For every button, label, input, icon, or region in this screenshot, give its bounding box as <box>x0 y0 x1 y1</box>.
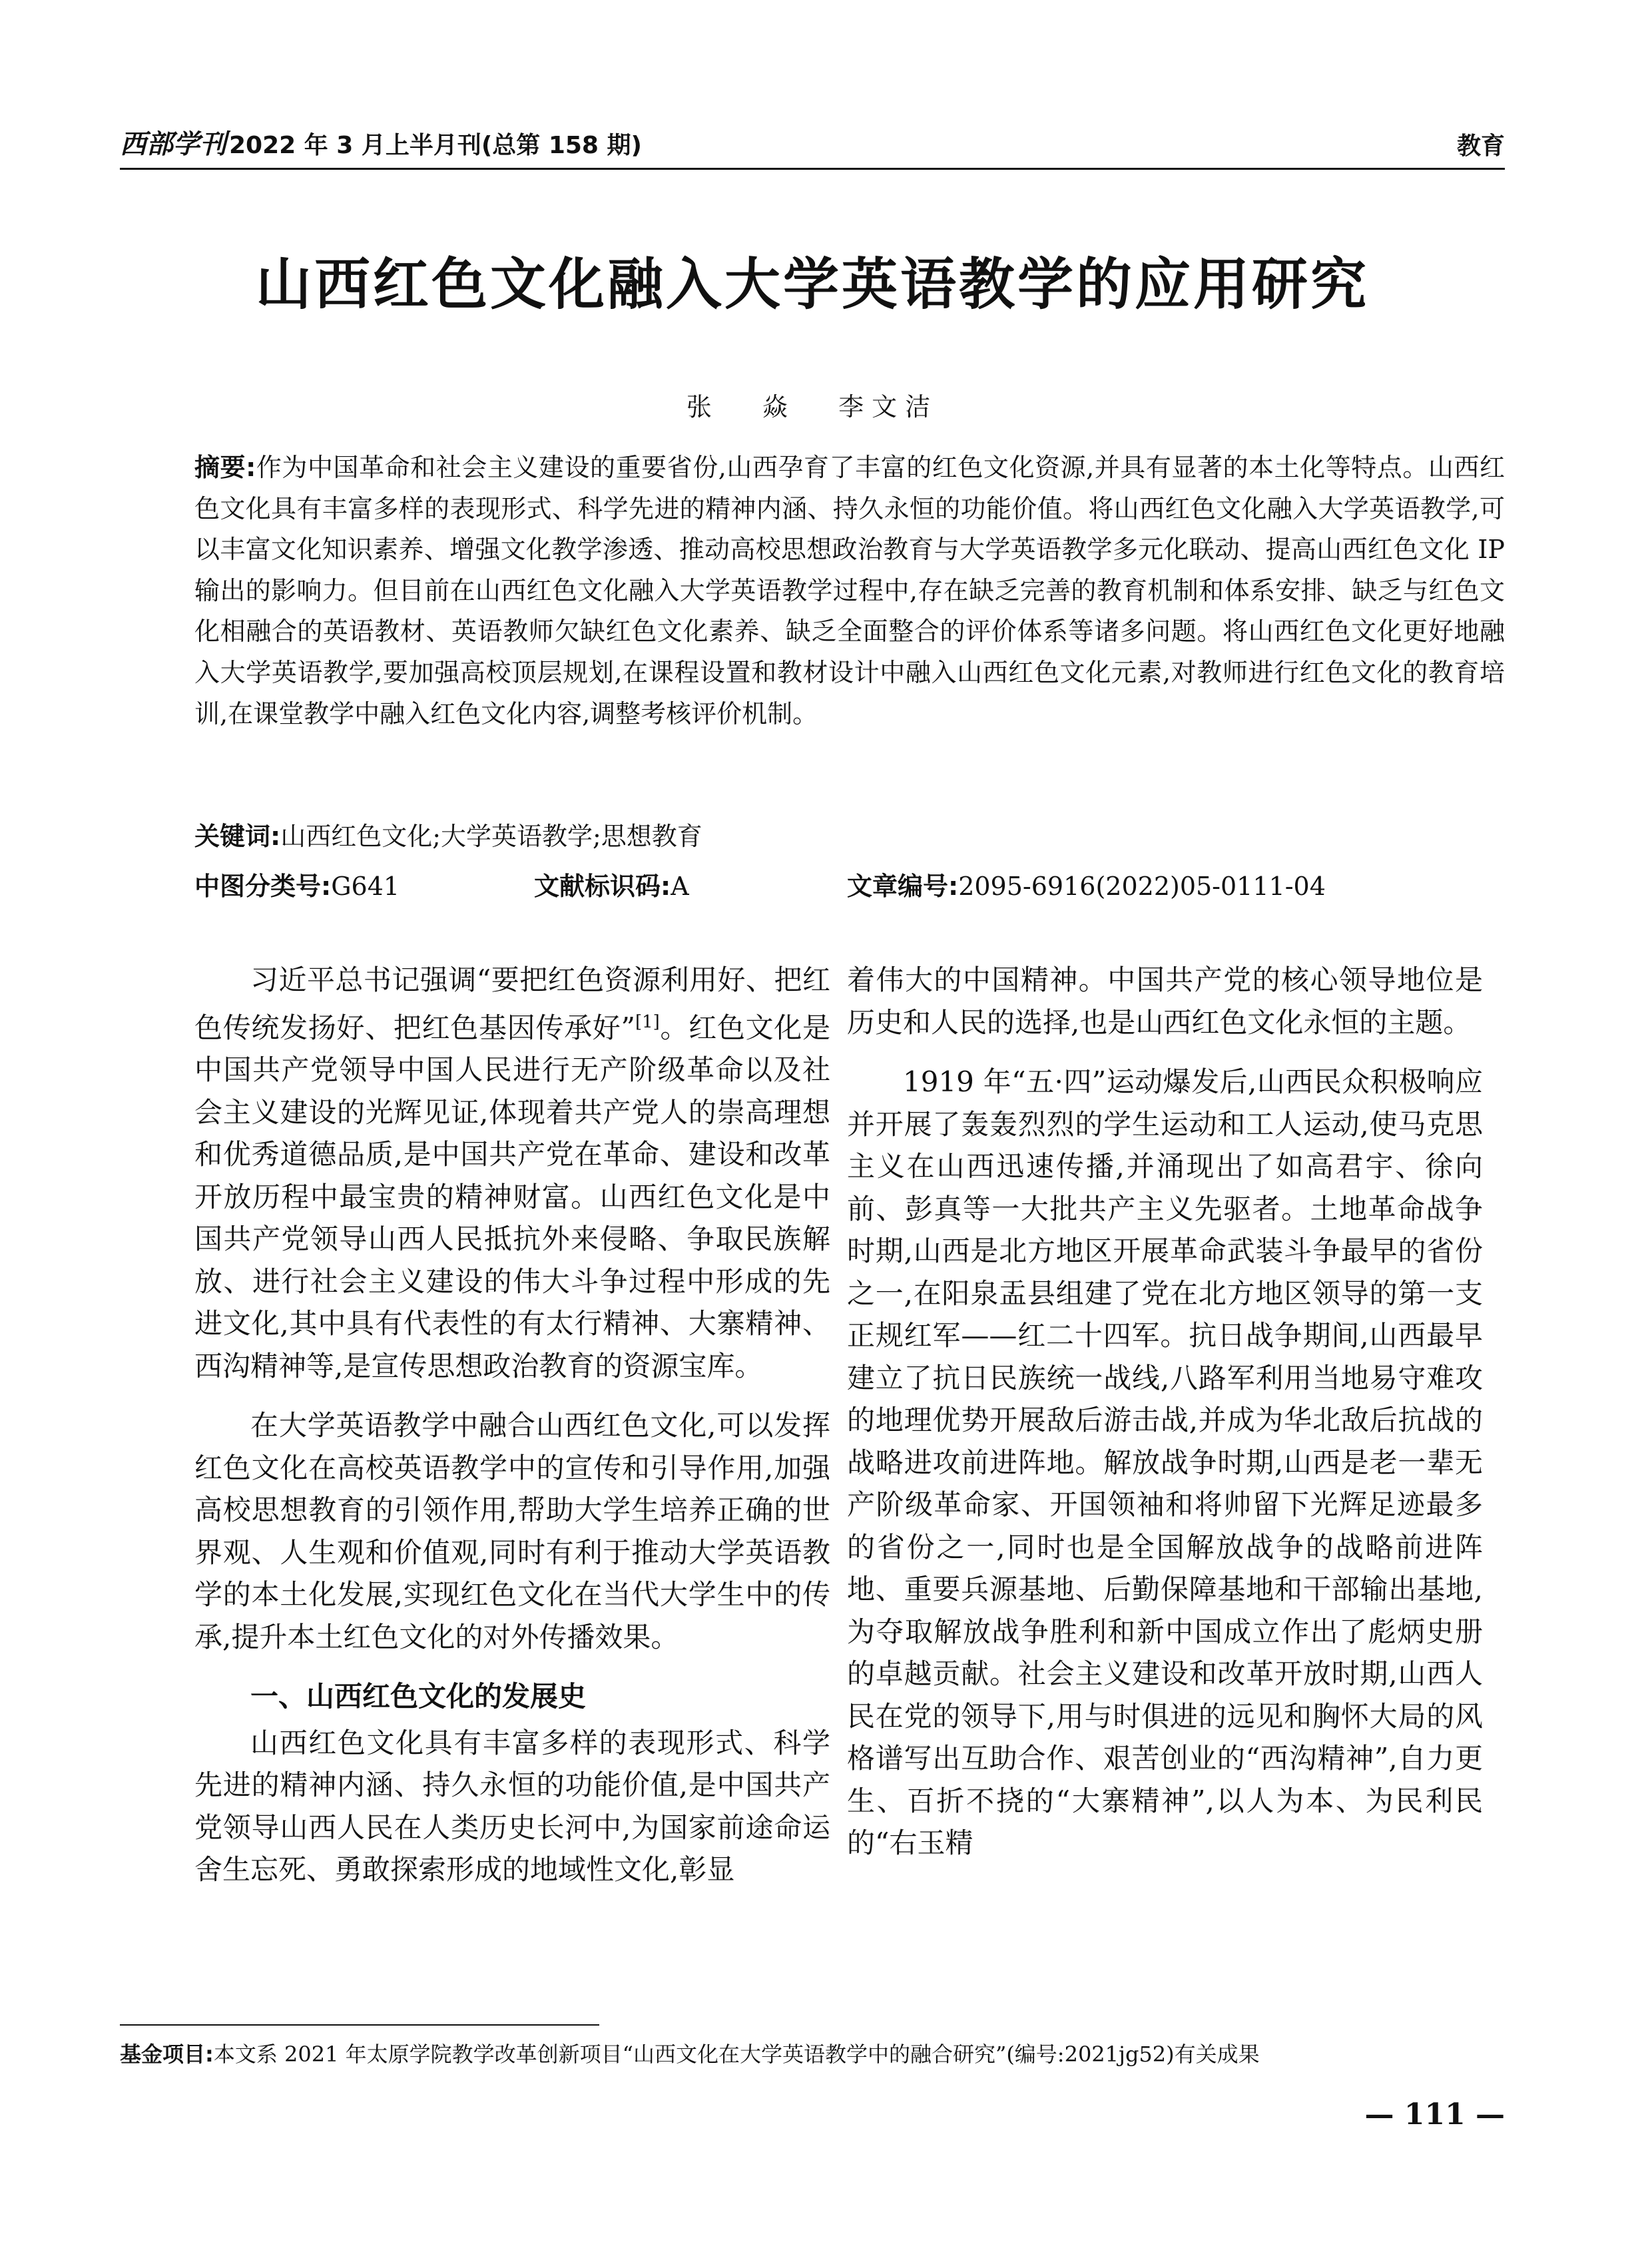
article-authors: 张 焱 李文洁 <box>686 392 939 421</box>
keywords-text: 山西红色文化;大学英语教学;思想教育 <box>280 822 702 851</box>
journal-logo: 西部学刊 <box>120 129 226 160</box>
doc-value: A <box>671 872 689 901</box>
citation-marker: [1] <box>635 1011 660 1032</box>
clc-label: 中图分类号: <box>194 872 332 901</box>
doc-label: 文献标识码: <box>534 872 671 901</box>
body-paragraph: 山西红色文化具有丰富多样的表现形式、科学先进的精神内涵、持久永恒的功能价值,是中国共产党领导山西人民在人类历史长河中,为国家前途命运舍生忘死、勇敢探索形成的地域性文化,彰显 <box>194 1726 830 1886</box>
section-heading: 一、山西红色文化的发展史 <box>250 1680 587 1713</box>
funding-text: 本文系 2021 年太原学院教学改革创新项目“山西文化在大学英语教学中的融合研究”(编号:2021jg52)有关成果 <box>213 2042 1260 2067</box>
clc-number <box>194 866 534 902</box>
keywords-label: 关键词: <box>194 822 281 851</box>
keywords <box>194 816 702 852</box>
funding-note <box>120 2038 1505 2068</box>
body-column-right <box>847 959 1483 1882</box>
body-paragraph-continued: 着伟大的中国精神。中国共产党的核心领导地位是历史和人民的选择,也是山西红色文化永恒的主题。 <box>847 964 1483 1039</box>
issue-info: 2022 年 3 月上半月刊(总第 158 期) <box>229 132 642 159</box>
section-name: 教育 <box>1456 133 1505 160</box>
funding-label: 基金项目: <box>120 2042 214 2067</box>
article-title: 山西红色文化融入大学英语教学的应用研究 <box>255 252 1369 317</box>
paragraph-text: 习近平总书记强调“要把红色资源利用好、把红色传统发扬好、把红色基因传承好” <box>194 964 830 1044</box>
article-number-label: 文章编号: <box>847 872 959 901</box>
page-number: — 111 — <box>1364 2098 1505 2131</box>
article-number <box>847 866 1326 902</box>
document-code <box>534 866 847 902</box>
body-paragraph <box>194 959 830 1387</box>
footnote-divider <box>120 2024 599 2026</box>
abstract-text: 作为中国革命和社会主义建设的重要省份,山西孕育了丰富的红色文化资源,并具有显著的本土化等特点。山西红色文化具有丰富多样的表现形式、科学先进的精神内涵、持久永恒的功能价值。将山西红色文化融入大学英语教学,可以丰富文化知识素养、增强文化教学渗透、推动高校思想政治教育与大学英语教学多元化联动、提高山西红色文化 IP 输出的影响力。但目前在山西红色文化融入大学英语教学过程中,存在缺乏完善的教育机制和体系安排、缺乏与红色文化相融合的英语教材、英语教师欠缺红色文化素养、缺乏全面整合的评价体系等诸多问题。将山西红色文化更好地融入大学英语教学,要加强高校顶层规划,在课程设置和教材设计中融入山西红色文化元素,对教师进行红色文化的教育培训,在课堂教学中融入红色文化内容,调整考核评价机制。 <box>194 453 1505 728</box>
body-paragraph: 在大学英语教学中融合山西红色文化,可以发挥红色文化在高校英语教学中的宣传和引导作用,加强高校思想教育的引领作用,帮助大学生培养正确的世界观、人生观和价值观,同时有利于推动大学英语教学的本土化发展,实现红色文化在当代大学生中的传承,提升本土红色文化的对外传播效果。 <box>194 1409 830 1653</box>
journal-info <box>120 123 642 161</box>
abstract <box>194 447 1505 734</box>
body-column-left <box>194 959 830 1908</box>
article-number-value: 2095-6916(2022)05-0111-04 <box>958 872 1326 901</box>
body-paragraph: 1919 年“五·四”运动爆发后,山西民众积极响应并开展了轰轰烈烈的学生运动和工人运动,使马克思主义在山西迅速传播,并涌现出了如高君宇、徐向前、彭真等一大批共产主义先驱者。土地革命战争时期,山西是北方地区开展革命武装斗争最早的省份之一,在阳泉盂县组建了党在北方地区领导的第一支正规红军——红二十四军。抗日战争期间,山西最早建立了抗日民族统一战线,八路军利用当地易守难攻的地理优势开展敌后游击战,并成为华北敌后抗战的战略进攻前进阵地。解放战争时期,山西是老一辈无产阶级革命家、开国领袖和将帅留下光辉足迹最多的省份之一,同时也是全国解放战争的战略前进阵地、重要兵源基地、后勤保障基地和干部输出基地,为夺取解放战争胜利和新中国成立作出了彪炳史册的卓越贡献。社会主义建设和改革开放时期,山西人民在党的领导下,用与时俱进的远见和胸怀大局的风格谱写出互助合作、艰苦创业的“西沟精神”,自力更生、百折不挠的“大寨精神”,以人为本、为民利民的“右玉精 <box>847 1065 1483 1859</box>
clc-value: G641 <box>331 872 400 901</box>
running-header <box>120 120 1505 170</box>
classification-line <box>194 866 1505 902</box>
paragraph-text: 。红色文化是中国共产党领导中国人民进行无产阶级革命以及社会主义建设的光辉见证,体现着共产党人的崇高理想和优秀道德品质,是中国共产党在革命、建设和改革开放历程中最宝贵的精神财富。山西红色文化是中国共产党领导山西人民抵抗外来侵略、争取民族解放、进行社会主义建设的伟大斗争过程中形成的先进文化,其中具有代表性的有太行精神、大寨精神、西沟精神等,是宣传思想政治教育的资源宝库。 <box>194 1011 830 1382</box>
abstract-label: 摘要: <box>194 453 256 482</box>
